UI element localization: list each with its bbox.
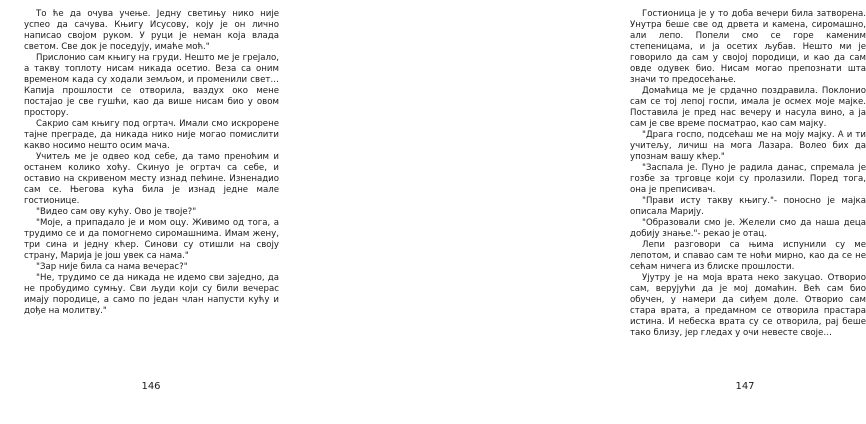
paragraph: Прислонио сам књигу на груди. Нешто ме је грејало, а такву топлоту нисам никада осетио. Веза са оним временом када су ходали земљом, и променили свет… Капија прошлости се отворила, ваздух око мене постајао је све гушћи, као да више нисам био у овом простору. <box>24 53 279 118</box>
right-page <box>300 0 866 424</box>
paragraph: "Драга госпо, подсећаш ме на моју мајку. А и ти учитељу, личиш на мога Лазара. Волео бих да упознам вашу кћер." <box>630 130 866 162</box>
paragraph: "Моје, а припадало је и мом оцу. Живимо од тога, а трудимо се и да помогнемо сиромашнима. Имам жену, три сина и једну кћер. Синови су отишли на своју страну, Марија је још увек са нама." <box>24 218 279 261</box>
paragraph: "Заспала је. Пуно је радила данас, спремала је гозбе за трговце који су пролазили. Поред тога, она је преписивач. <box>630 163 866 195</box>
left-page <box>0 0 300 424</box>
paragraph: Ујутру је на моја врата неко закуцао. Отворио сам, верујући да је мој домаћин. Већ сам био обучен, у намери да сиђем доле. Отворио сам стара врата, а предамном се отворила прастара истина. И небеска врата су се отворила, рај беше тако близу, јер гледах у очи невесте своје… <box>630 273 866 338</box>
paragraph: "Видео сам ову кућу. Ово је твоје?" <box>36 207 197 217</box>
page-number: 146 <box>141 381 161 392</box>
paragraph: "Образовали смо је. Желели смо да наша деца добију знање."- рекао је отац. <box>630 218 866 239</box>
right-page-text <box>630 9 866 339</box>
paragraph: Домаћица ме је срдачно поздравила. Поклонио сам се тој лепој госпи, имала је осмех моје мајке. Поставила је пред нас вечеру и насула вино, а ја сам је све време посматрао, као сам мајку. <box>630 86 866 129</box>
paragraph: Учитељ ме је одвео код себе, да тамо пренoћим и останем колико хоћу. Скинуо је огртач са себе, и оставио на скривеном месту изнад пећине. Изненадио сам се. Његова кућа била је изнад једне мале гостионице. <box>24 152 279 206</box>
page-number: 147 <box>735 381 755 392</box>
paragraph: Лепи разговори са њима испунили су ме лепотом, и спавао сам те ноћи мирно, као да се не сећам ничега из блиске прошлости. <box>630 240 866 272</box>
paragraph: То ће да очува учење. Једну светињу нико није успео да сачува. Књигу Исусову, коју је он лично написао својом руком. У руци је неман која влада светом. Све док је поседују, имаће моћ." <box>24 9 279 52</box>
left-page-text <box>24 9 279 317</box>
paragraph: "Зар није била са нама вечерас?" <box>36 262 188 272</box>
paragraph: "Прави исту такву књигу."- поносно је мајка описала Марију. <box>630 196 866 217</box>
paragraph: "Не, трудимо се да никада не идемо сви заједно, да не пробудимо сумњу. Сви људи који су били вечерас имају породице, а само по један члан напусти кућу и дође на молитву." <box>24 273 279 316</box>
paragraph: Сакрио сам књигу под огртач. Имали смо искрорене тајне преграде, да никада нико није могао помислити какво носимо нешто осим мача. <box>24 119 279 151</box>
paragraph: Гостионица је у то доба вечери била затворена. Унутра беше све од дрвета и камена, сиромашно, али лепо. Попели смо се горе каменим степеницама, и ја осетих љубав. Нешто ми је говорило да сам у својој породици, и као да сам овде одувек био. Нисам могао препознати шта значи то предосећање. <box>630 9 866 85</box>
